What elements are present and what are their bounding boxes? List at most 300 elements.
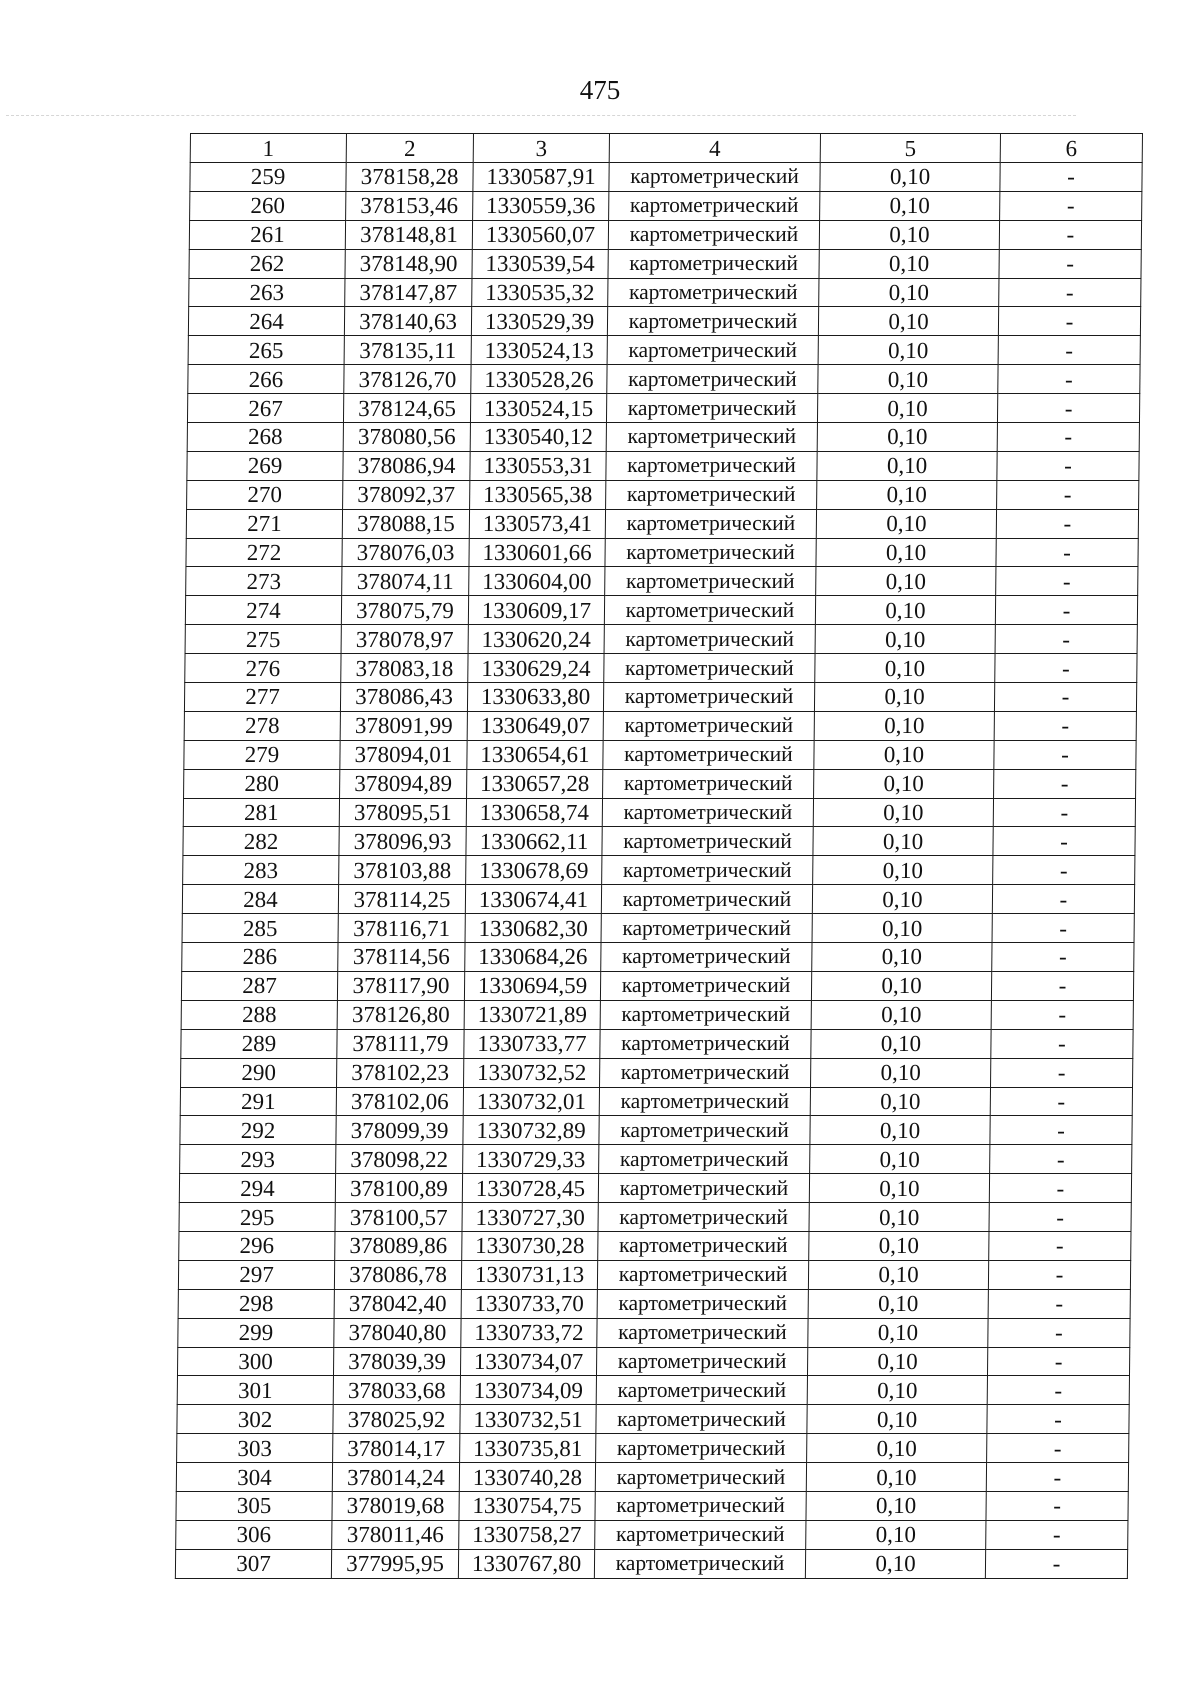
table-row [178, 1260, 1130, 1289]
x-coordinate-cell: 378102,23 [337, 1058, 464, 1087]
x-coordinate-cell: 378116,71 [338, 914, 465, 943]
table-row [188, 365, 1140, 394]
y-coordinate-cell: 1330540,12 [470, 423, 606, 452]
note-cell: - [988, 1260, 1130, 1289]
precision-cell: 0,10 [818, 307, 998, 336]
method-cell: картометрический [598, 1174, 809, 1203]
x-coordinate-cell: 378117,90 [337, 971, 464, 1000]
point-number-cell: 299 [178, 1318, 334, 1347]
point-number-cell: 304 [176, 1463, 332, 1492]
point-number-cell: 298 [178, 1289, 334, 1318]
method-cell: картометрический [601, 943, 812, 972]
method-cell: картометрический [602, 856, 813, 885]
table-body [175, 134, 1142, 1579]
method-cell: картометрический [599, 1145, 810, 1174]
y-coordinate-cell: 1330609,17 [468, 596, 604, 625]
table-row [186, 538, 1138, 567]
note-cell: - [992, 943, 1134, 972]
method-cell: картометрический [600, 1029, 811, 1058]
table-row [180, 1145, 1132, 1174]
table-row [177, 1347, 1129, 1376]
note-cell: - [986, 1520, 1128, 1549]
note-cell: - [994, 740, 1136, 769]
y-coordinate-cell: 1330535,32 [472, 278, 608, 307]
x-coordinate-cell: 378126,70 [344, 365, 471, 394]
y-coordinate-cell: 1330601,66 [469, 538, 605, 567]
y-coordinate-cell: 1330733,77 [464, 1029, 600, 1058]
table-row [178, 1289, 1130, 1318]
method-cell: картометрический [595, 1491, 806, 1520]
method-cell: картометрический [606, 394, 817, 423]
x-coordinate-cell: 378040,80 [334, 1318, 461, 1347]
table-row [177, 1434, 1129, 1463]
x-coordinate-cell: 378103,88 [339, 856, 466, 885]
point-number-cell: 266 [188, 365, 344, 394]
x-coordinate-cell: 378078,97 [341, 625, 468, 654]
table-row [183, 827, 1135, 856]
y-coordinate-cell: 1330662,11 [466, 827, 602, 856]
precision-cell: 0,10 [818, 365, 998, 394]
x-coordinate-cell: 378042,40 [334, 1289, 461, 1318]
table-row [176, 1520, 1128, 1549]
x-coordinate-cell: 378086,43 [340, 683, 467, 712]
point-number-cell: 261 [189, 220, 345, 249]
x-coordinate-cell: 378074,11 [342, 567, 469, 596]
method-cell: картометрический [599, 1087, 810, 1116]
x-coordinate-cell: 378025,92 [333, 1405, 460, 1434]
method-cell: картометрический [601, 885, 812, 914]
point-number-cell: 262 [189, 249, 345, 278]
method-cell: картометрический [607, 365, 818, 394]
method-cell: картометрический [606, 451, 817, 480]
note-cell: - [987, 1347, 1129, 1376]
precision-cell: 0,10 [808, 1289, 988, 1318]
precision-cell: 0,10 [807, 1434, 987, 1463]
method-cell: картометрический [596, 1405, 807, 1434]
table-row [187, 480, 1139, 509]
table-row [186, 509, 1138, 538]
point-number-cell: 282 [183, 827, 339, 856]
precision-cell: 0,10 [811, 971, 991, 1000]
method-cell: картометрический [596, 1376, 807, 1405]
table-row [177, 1405, 1129, 1434]
y-coordinate-cell: 1330657,28 [467, 769, 603, 798]
y-coordinate-cell: 1330658,74 [466, 798, 602, 827]
precision-cell: 0,10 [812, 943, 992, 972]
method-cell: картометрический [600, 1058, 811, 1087]
table-row [187, 394, 1139, 423]
note-cell: - [993, 856, 1135, 885]
note-cell: - [1000, 163, 1142, 192]
table-row [183, 798, 1135, 827]
y-coordinate-cell: 1330733,70 [461, 1289, 597, 1318]
table-row [184, 740, 1136, 769]
method-cell: картометрический [605, 567, 816, 596]
note-cell: - [994, 683, 1136, 712]
note-cell: - [986, 1463, 1128, 1492]
header-cell-2: 2 [346, 134, 473, 163]
method-cell: картометрический [609, 191, 820, 220]
note-cell: - [991, 1058, 1133, 1087]
point-number-cell: 273 [186, 567, 342, 596]
precision-cell: 0,10 [819, 249, 999, 278]
point-number-cell: 301 [177, 1376, 333, 1405]
point-number-cell: 280 [184, 769, 340, 798]
table-row [182, 943, 1134, 972]
table-row [185, 596, 1137, 625]
y-coordinate-cell: 1330732,89 [463, 1116, 599, 1145]
x-coordinate-cell: 378095,51 [339, 798, 466, 827]
note-cell: - [996, 509, 1138, 538]
method-cell: картометрический [607, 336, 818, 365]
table-row [176, 1463, 1128, 1492]
method-cell: картометрический [607, 307, 818, 336]
note-cell: - [1000, 191, 1142, 220]
precision-cell: 0,10 [806, 1463, 986, 1492]
table-row [189, 249, 1141, 278]
precision-cell: 0,10 [816, 538, 996, 567]
note-cell: - [999, 220, 1141, 249]
method-cell: картометрический [599, 1116, 810, 1145]
point-number-cell: 274 [185, 596, 341, 625]
note-cell: - [994, 769, 1136, 798]
method-cell: картометрический [603, 769, 814, 798]
note-cell: - [995, 596, 1137, 625]
method-cell: картометрический [608, 249, 819, 278]
header-cell-4: 4 [609, 134, 820, 163]
x-coordinate-cell: 378019,68 [332, 1491, 459, 1520]
table-row [179, 1231, 1131, 1260]
precision-cell: 0,10 [809, 1174, 989, 1203]
note-cell: - [992, 914, 1134, 943]
precision-cell: 0,10 [818, 336, 998, 365]
point-number-cell: 306 [176, 1520, 332, 1549]
table-row [189, 220, 1141, 249]
point-number-cell: 294 [179, 1174, 335, 1203]
note-cell: - [998, 336, 1140, 365]
y-coordinate-cell: 1330727,30 [462, 1203, 598, 1232]
x-coordinate-cell: 378099,39 [336, 1116, 463, 1145]
point-number-cell: 283 [183, 856, 339, 885]
x-coordinate-cell: 378135,11 [344, 336, 471, 365]
x-coordinate-cell: 378094,89 [340, 769, 467, 798]
method-cell: картометрический [602, 798, 813, 827]
y-coordinate-cell: 1330560,07 [472, 220, 608, 249]
x-coordinate-cell: 378092,37 [343, 480, 470, 509]
precision-cell: 0,10 [807, 1405, 987, 1434]
coordinates-table-wrapper [175, 133, 1142, 1579]
method-cell: картометрический [598, 1231, 809, 1260]
note-cell: - [997, 423, 1139, 452]
method-cell: картометрический [604, 654, 815, 683]
y-coordinate-cell: 1330573,41 [469, 509, 605, 538]
point-number-cell: 267 [187, 394, 343, 423]
x-coordinate-cell: 378124,65 [343, 394, 470, 423]
y-coordinate-cell: 1330539,54 [472, 249, 608, 278]
method-cell: картометрический [594, 1549, 805, 1578]
note-cell: - [988, 1318, 1130, 1347]
note-cell: - [997, 480, 1139, 509]
table-row [182, 885, 1134, 914]
method-cell: картометрический [606, 423, 817, 452]
x-coordinate-cell: 378039,39 [333, 1347, 460, 1376]
point-number-cell: 284 [182, 885, 338, 914]
method-cell: картометрический [604, 596, 815, 625]
point-number-cell: 286 [182, 943, 338, 972]
precision-cell: 0,10 [820, 191, 1000, 220]
precision-cell: 0,10 [814, 740, 994, 769]
method-cell: картометрический [604, 625, 815, 654]
method-cell: картометрический [595, 1463, 806, 1492]
header-cell-5: 5 [820, 134, 1000, 163]
precision-cell: 0,10 [813, 827, 993, 856]
table-row [181, 1000, 1133, 1029]
point-number-cell: 302 [177, 1405, 333, 1434]
point-number-cell: 277 [184, 683, 340, 712]
table-row [184, 769, 1136, 798]
y-coordinate-cell: 1330553,31 [470, 451, 606, 480]
table-row [183, 856, 1135, 885]
y-coordinate-cell: 1330732,52 [464, 1058, 600, 1087]
precision-cell: 0,10 [815, 654, 995, 683]
x-coordinate-cell: 378100,89 [335, 1174, 462, 1203]
x-coordinate-cell: 378080,56 [343, 423, 470, 452]
table-row [180, 1087, 1132, 1116]
table-row [190, 163, 1142, 192]
precision-cell: 0,10 [809, 1203, 989, 1232]
y-coordinate-cell: 1330654,61 [467, 740, 603, 769]
precision-cell: 0,10 [817, 480, 997, 509]
point-number-cell: 287 [181, 971, 337, 1000]
header-cell-3: 3 [473, 134, 609, 163]
precision-cell: 0,10 [817, 394, 997, 423]
x-coordinate-cell: 378076,03 [342, 538, 469, 567]
precision-cell: 0,10 [819, 220, 999, 249]
precision-cell: 0,10 [814, 711, 994, 740]
point-number-cell: 289 [181, 1029, 337, 1058]
header-cell-6: 6 [1000, 134, 1142, 163]
x-coordinate-cell: 378083,18 [341, 654, 468, 683]
point-number-cell: 263 [189, 278, 345, 307]
y-coordinate-cell: 1330565,38 [470, 480, 606, 509]
x-coordinate-cell: 378088,15 [342, 509, 469, 538]
table-row [178, 1318, 1130, 1347]
point-number-cell: 279 [184, 740, 340, 769]
point-number-cell: 278 [184, 711, 340, 740]
precision-cell: 0,10 [812, 885, 992, 914]
note-cell: - [999, 278, 1141, 307]
point-number-cell: 276 [185, 654, 341, 683]
table-row [188, 307, 1140, 336]
table-row [187, 423, 1139, 452]
y-coordinate-cell: 1330529,39 [471, 307, 607, 336]
y-coordinate-cell: 1330730,28 [462, 1231, 598, 1260]
table-row [179, 1174, 1131, 1203]
method-cell: картометрический [609, 163, 820, 192]
precision-cell: 0,10 [810, 1116, 990, 1145]
table-row [190, 191, 1142, 220]
method-cell: картометрический [595, 1520, 806, 1549]
precision-cell: 0,10 [812, 914, 992, 943]
note-cell: - [995, 654, 1137, 683]
note-cell: - [987, 1376, 1129, 1405]
table-row [181, 1058, 1133, 1087]
x-coordinate-cell: 378091,99 [340, 711, 467, 740]
y-coordinate-cell: 1330684,26 [465, 943, 601, 972]
table-row [181, 971, 1133, 1000]
note-cell: - [988, 1289, 1130, 1318]
point-number-cell: 288 [181, 1000, 337, 1029]
point-number-cell: 297 [178, 1260, 334, 1289]
note-cell: - [987, 1405, 1129, 1434]
y-coordinate-cell: 1330734,07 [460, 1347, 596, 1376]
y-coordinate-cell: 1330731,13 [461, 1260, 597, 1289]
x-coordinate-cell: 378114,25 [338, 885, 465, 914]
y-coordinate-cell: 1330733,72 [461, 1318, 597, 1347]
note-cell: - [990, 1145, 1132, 1174]
table-row [181, 1029, 1133, 1058]
point-number-cell: 291 [180, 1087, 336, 1116]
point-number-cell: 259 [190, 163, 346, 192]
table-row [185, 625, 1137, 654]
y-coordinate-cell: 1330682,30 [465, 914, 601, 943]
precision-cell: 0,10 [807, 1347, 987, 1376]
x-coordinate-cell: 378148,90 [345, 249, 472, 278]
precision-cell: 0,10 [817, 451, 997, 480]
method-cell: картометрический [600, 971, 811, 1000]
precision-cell: 0,10 [805, 1549, 985, 1578]
note-cell: - [997, 394, 1139, 423]
note-cell: - [995, 625, 1137, 654]
note-cell: - [989, 1231, 1131, 1260]
table-row [184, 683, 1136, 712]
y-coordinate-cell: 1330728,45 [462, 1174, 598, 1203]
x-coordinate-cell: 378111,79 [337, 1029, 464, 1058]
x-coordinate-cell: 378094,01 [340, 740, 467, 769]
method-cell: картометрический [602, 827, 813, 856]
point-number-cell: 275 [185, 625, 341, 654]
point-number-cell: 290 [181, 1058, 337, 1087]
y-coordinate-cell: 1330767,80 [458, 1549, 594, 1578]
precision-cell: 0,10 [811, 1058, 991, 1087]
x-coordinate-cell: 378153,46 [346, 191, 473, 220]
y-coordinate-cell: 1330754,75 [459, 1491, 595, 1520]
y-coordinate-cell: 1330633,80 [467, 683, 603, 712]
header-cell-1: 1 [190, 134, 346, 163]
x-coordinate-cell: 378098,22 [336, 1145, 463, 1174]
y-coordinate-cell: 1330694,59 [464, 971, 600, 1000]
precision-cell: 0,10 [807, 1376, 987, 1405]
method-cell: картометрический [600, 1000, 811, 1029]
x-coordinate-cell: 377995,95 [331, 1549, 458, 1578]
x-coordinate-cell: 378089,86 [335, 1231, 462, 1260]
x-coordinate-cell: 378114,56 [338, 943, 465, 972]
point-number-cell: 296 [179, 1231, 335, 1260]
precision-cell: 0,10 [811, 1000, 991, 1029]
point-number-cell: 270 [187, 480, 343, 509]
y-coordinate-cell: 1330524,15 [470, 394, 606, 423]
x-coordinate-cell: 378147,87 [345, 278, 472, 307]
method-cell: картометрический [605, 509, 816, 538]
method-cell: картометрический [597, 1289, 808, 1318]
precision-cell: 0,10 [808, 1318, 988, 1347]
table-row [180, 1116, 1132, 1145]
y-coordinate-cell: 1330758,27 [459, 1520, 595, 1549]
note-cell: - [991, 971, 1133, 1000]
precision-cell: 0,10 [814, 683, 994, 712]
y-coordinate-cell: 1330735,81 [460, 1434, 596, 1463]
precision-cell: 0,10 [817, 423, 997, 452]
x-coordinate-cell: 378014,17 [333, 1434, 460, 1463]
method-cell: картометрический [603, 711, 814, 740]
y-coordinate-cell: 1330674,41 [465, 885, 601, 914]
note-cell: - [998, 307, 1140, 336]
point-number-cell: 295 [179, 1203, 335, 1232]
precision-cell: 0,10 [813, 798, 993, 827]
point-number-cell: 272 [186, 538, 342, 567]
method-cell: картометрический [608, 278, 819, 307]
y-coordinate-cell: 1330629,24 [468, 654, 604, 683]
x-coordinate-cell: 378126,80 [337, 1000, 464, 1029]
y-coordinate-cell: 1330620,24 [468, 625, 604, 654]
point-number-cell: 271 [186, 509, 342, 538]
precision-cell: 0,10 [809, 1231, 989, 1260]
point-number-cell: 307 [175, 1549, 331, 1578]
x-coordinate-cell: 378086,78 [334, 1260, 461, 1289]
point-number-cell: 303 [177, 1434, 333, 1463]
note-cell: - [996, 538, 1138, 567]
method-cell: картометрический [596, 1434, 807, 1463]
note-cell: - [999, 249, 1141, 278]
y-coordinate-cell: 1330587,91 [473, 163, 609, 192]
x-coordinate-cell: 378075,79 [341, 596, 468, 625]
note-cell: - [985, 1549, 1127, 1578]
table-row [179, 1203, 1131, 1232]
table-row [184, 711, 1136, 740]
table-row [186, 567, 1138, 596]
precision-cell: 0,10 [815, 596, 995, 625]
y-coordinate-cell: 1330559,36 [473, 191, 609, 220]
x-coordinate-cell: 378148,81 [345, 220, 472, 249]
method-cell: картометрический [598, 1203, 809, 1232]
note-cell: - [992, 885, 1134, 914]
note-cell: - [989, 1203, 1131, 1232]
precision-cell: 0,10 [813, 856, 993, 885]
note-cell: - [986, 1491, 1128, 1520]
note-cell: - [991, 1000, 1133, 1029]
page-number: 475 [579, 75, 621, 105]
y-coordinate-cell: 1330721,89 [464, 1000, 600, 1029]
note-cell: - [993, 798, 1135, 827]
precision-cell: 0,10 [819, 278, 999, 307]
note-cell: - [997, 451, 1139, 480]
scan-rule [6, 115, 1076, 116]
table-row [175, 1549, 1127, 1578]
method-cell: картометрический [603, 683, 814, 712]
precision-cell: 0,10 [815, 625, 995, 654]
note-cell: - [987, 1434, 1129, 1463]
precision-cell: 0,10 [810, 1087, 990, 1116]
x-coordinate-cell: 378086,94 [343, 451, 470, 480]
precision-cell: 0,10 [808, 1260, 988, 1289]
y-coordinate-cell: 1330524,13 [471, 336, 607, 365]
x-coordinate-cell: 378102,06 [336, 1087, 463, 1116]
table-row [176, 1491, 1128, 1520]
y-coordinate-cell: 1330604,00 [469, 567, 605, 596]
table-row [185, 654, 1137, 683]
method-cell: картометрический [596, 1347, 807, 1376]
precision-cell: 0,10 [810, 1145, 990, 1174]
